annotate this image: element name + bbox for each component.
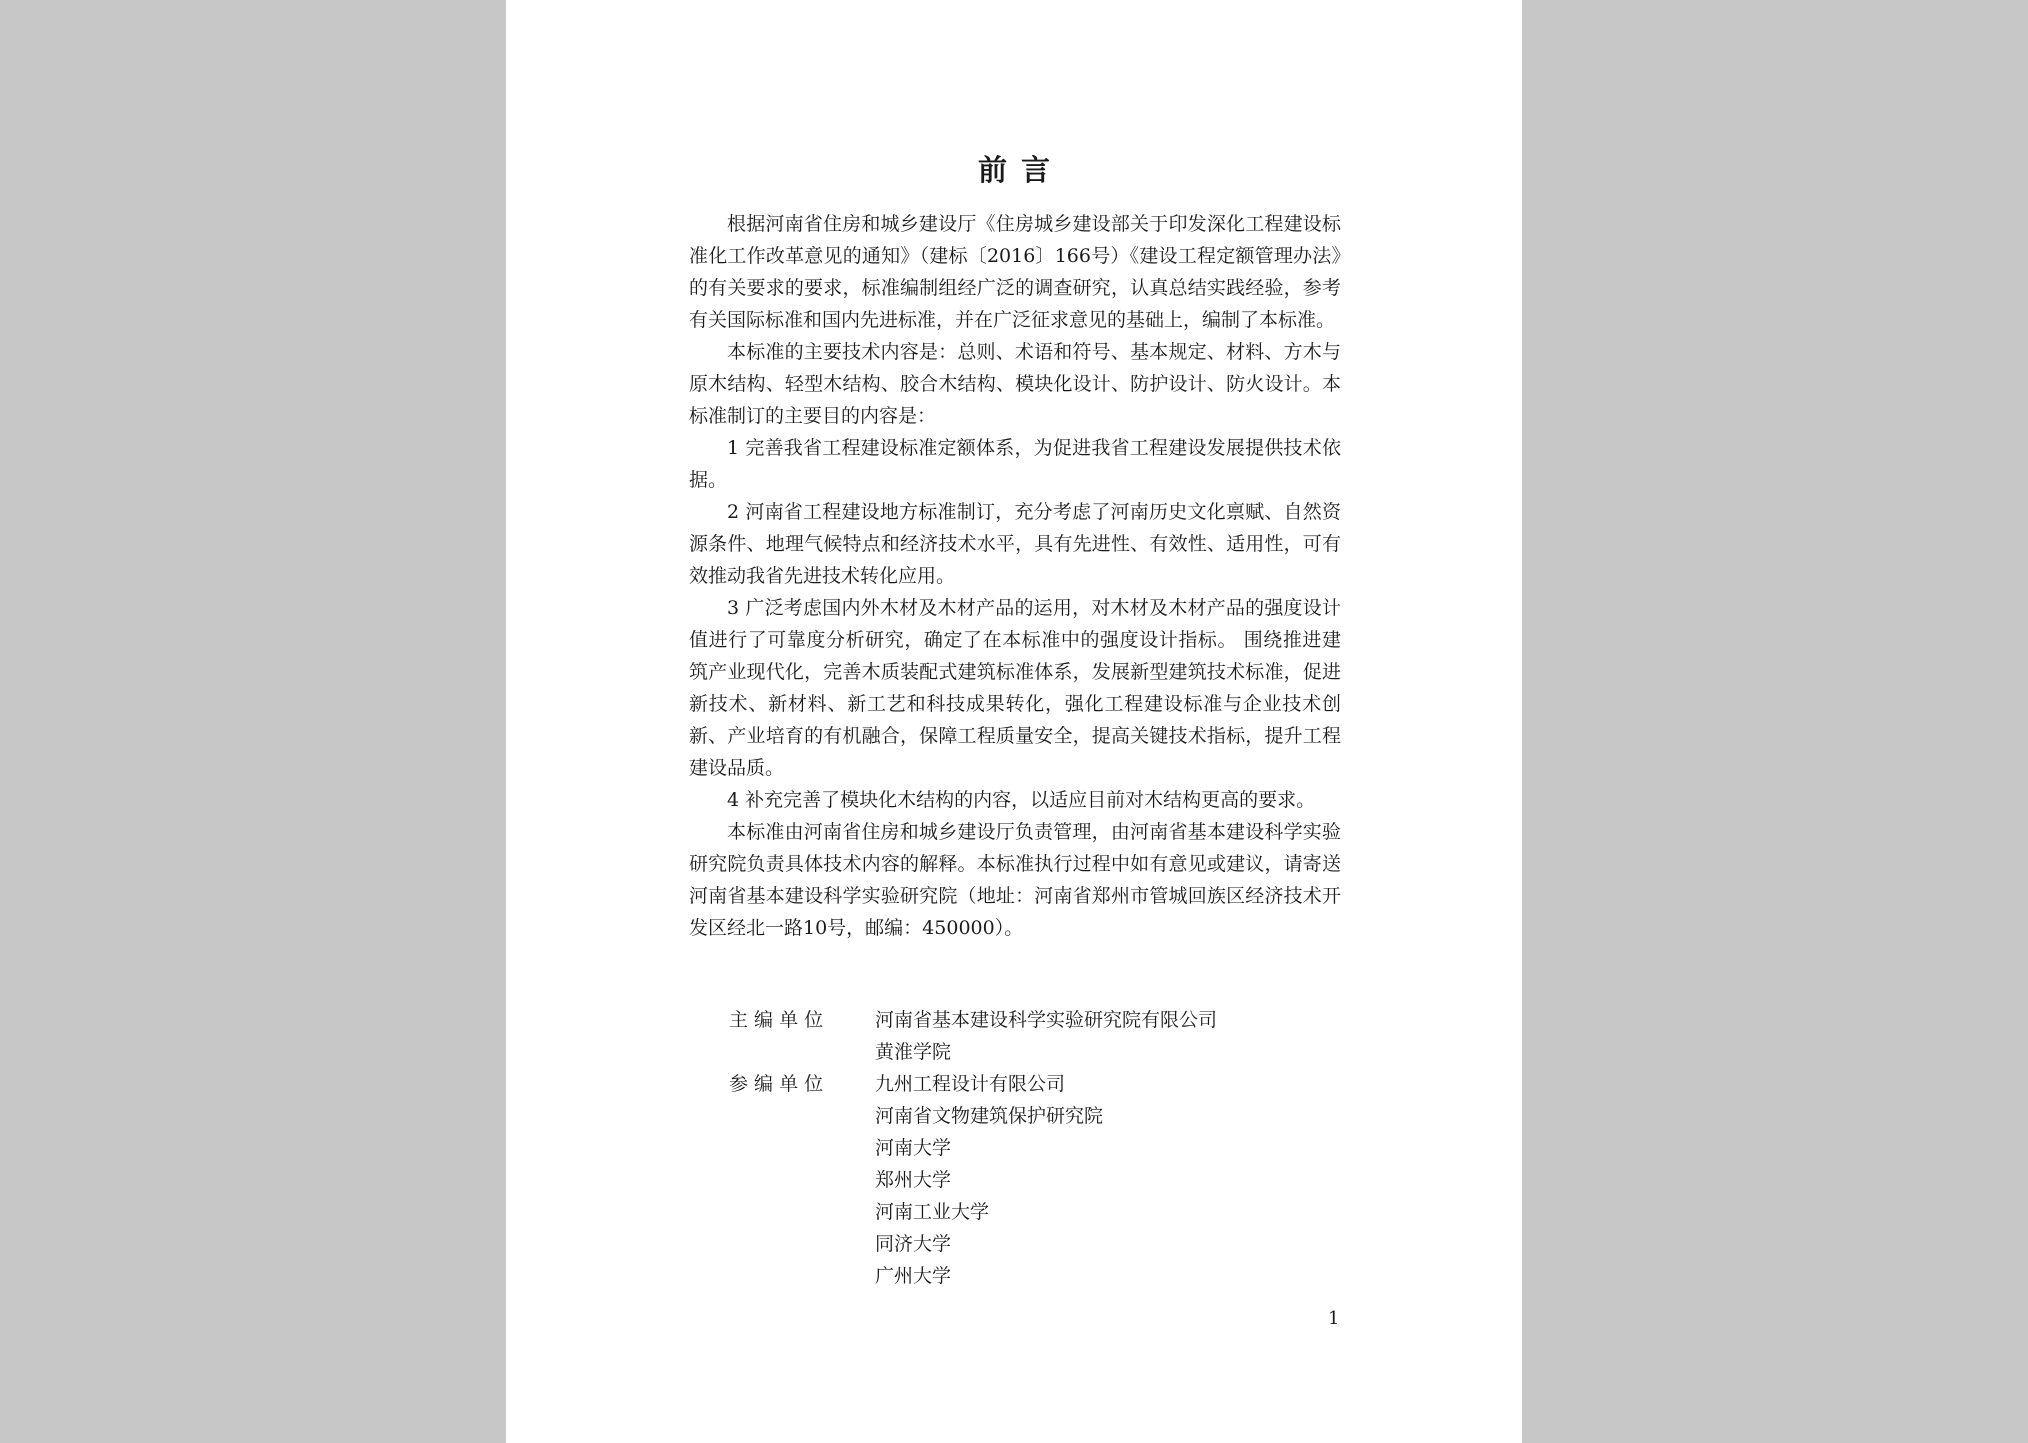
participants-label: 参 编 单 位 [729, 1073, 824, 1095]
participant-unit: 同济大学 [875, 1233, 952, 1255]
paragraph-item-3: 3 广泛考虑国内外木材及木材产品的运用，对木材及木材产品的强度设计值进行了可靠度分析研究，确定了在本标准中的强度设计指标。 围绕推进建筑产业现代化，完善木质装配式建筑标准体系，发展新型建筑技术标准，促进新技术、新材料、新工艺和科技成果转化，强化工程建设标准与企业技术创新、产业培育的有机融合，保障工程质量安全，提高关键技术指标，提升工程建设品质。 [689, 597, 1341, 779]
paragraph-management: 本标准由河南省住房和城乡建设厅负责管理，由河南省基本建设科学实验研究院负责具体技术内容的解释。本标准执行过程中如有意见或建议，请寄送河南省基本建设科学实验研究院（地址：河南省郑州市管城回族区经济技术开发区经北一路10号，邮编：450000）。 [689, 821, 1341, 939]
participant-unit: 郑州大学 [875, 1169, 952, 1191]
credits-section [689, 1004, 1341, 1292]
participant-unit: 九州工程设计有限公司 [875, 1073, 1066, 1095]
paragraph-intro: 根据河南省住房和城乡建设厅《住房城乡建设部关于印发深化工程建设标准化工作改革意见的通知》（建标〔2016〕166号）《建设工程定额管理办法》的有关要求的要求，标准编制组经广泛的调查研究，认真总结实践经验，参考有关国际标准和国内先进标准，并在广泛征求意见的基础上，编制了本标准。 [689, 213, 1341, 331]
participant-unit: 河南大学 [875, 1137, 952, 1159]
document-page [506, 0, 1522, 1443]
participant-unit: 河南省文物建筑保护研究院 [875, 1105, 1104, 1127]
paragraph-item-1: 1 完善我省工程建设标准定额体系，为促进我省工程建设发展提供技术依据。 [689, 437, 1341, 491]
chief-editor-list [875, 1004, 1341, 1068]
chief-editor-label: 主 编 单 位 [729, 1009, 824, 1031]
page-number: 1 [1328, 1308, 1340, 1329]
preface-body [689, 208, 1341, 944]
chief-editor-unit: 河南省基本建设科学实验研究院有限公司 [875, 1009, 1218, 1031]
participants-row [689, 1068, 1341, 1292]
paragraph-item-2: 2 河南省工程建设地方标准制订，充分考虑了河南历史文化禀赋、自然资源条件、地理气候特点和经济技术水平，具有先进性、有效性、适用性，可有效推动我省先进技术转化应用。 [689, 501, 1341, 587]
paragraph-main-content: 本标准的主要技术内容是：总则、术语和符号、基本规定、材料、方木与原木结构、轻型木结构、胶合木结构、模块化设计、防护设计、防火设计。本标准制订的主要目的内容是： [689, 341, 1341, 427]
page-title: 前 言 [977, 153, 1053, 187]
participant-unit: 河南工业大学 [875, 1201, 990, 1223]
participants-list [875, 1068, 1341, 1292]
chief-editor-unit: 黄淮学院 [875, 1041, 952, 1063]
chief-editor-row [689, 1004, 1341, 1068]
participant-unit: 广州大学 [875, 1265, 952, 1287]
paragraph-item-4: 4 补充完善了模块化木结构的内容，以适应目前对木结构更高的要求。 [727, 789, 1316, 811]
